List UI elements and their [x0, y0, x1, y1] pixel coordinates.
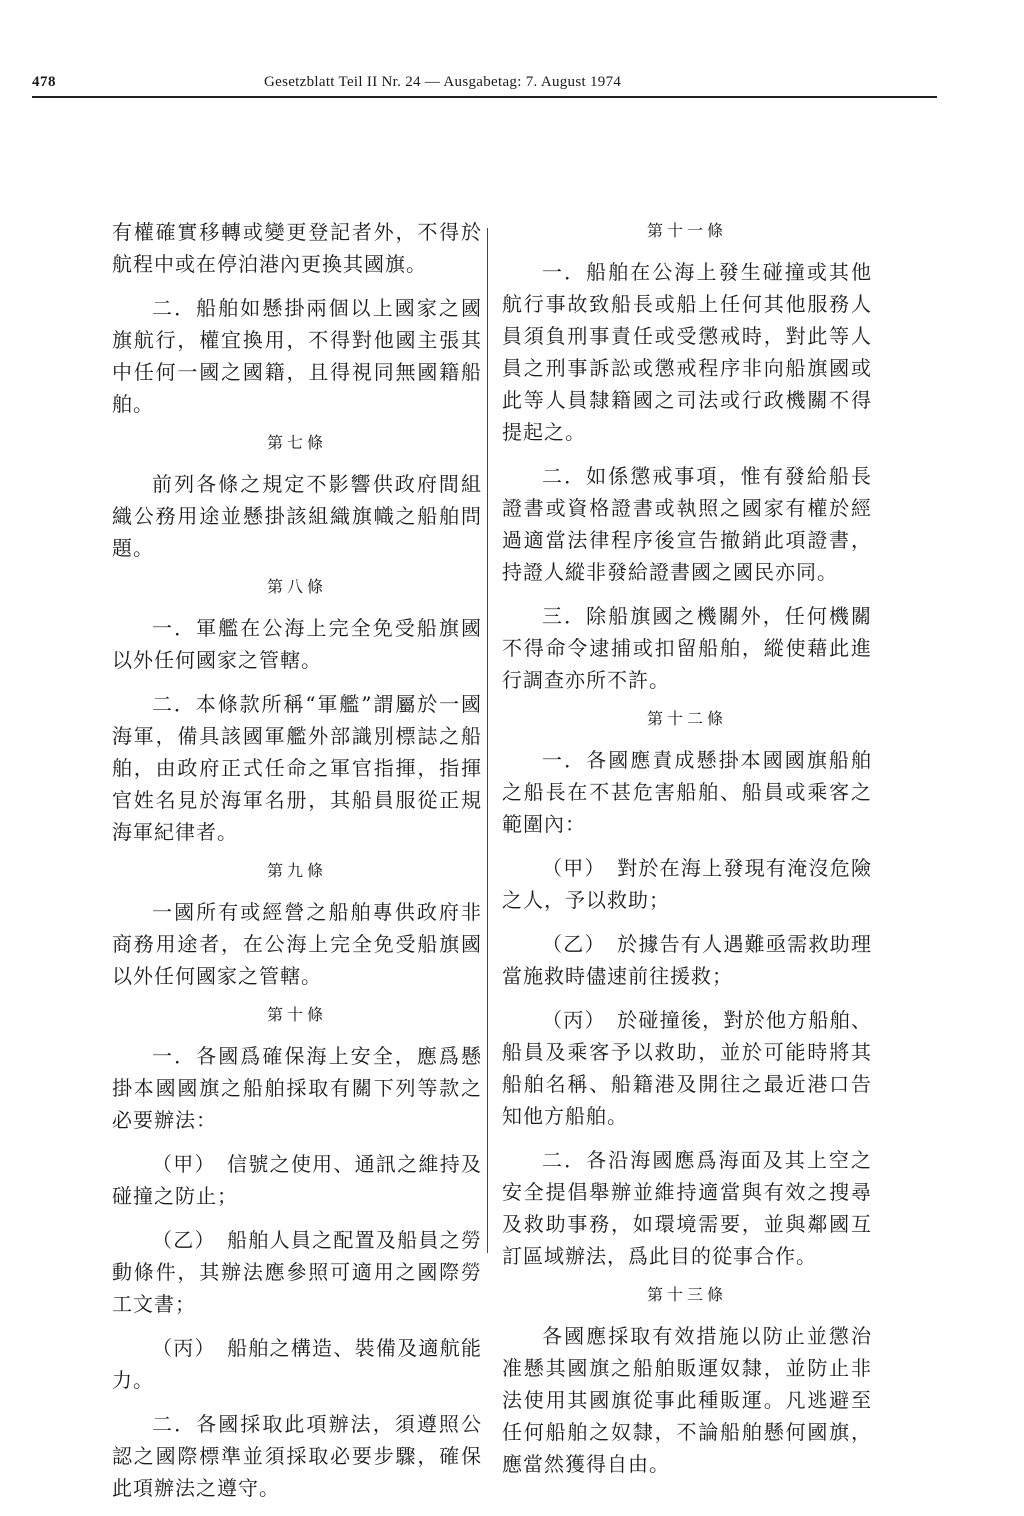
column-divider — [487, 228, 488, 1253]
article-11-paragraph-3: 三．除船旗國之機關外，任何機關不得命令逮捕或扣留船舶，縱使藉此進行調查亦所不許。 — [502, 604, 872, 692]
left-column — [112, 216, 482, 1516]
continued-paragraph: 有權確實移轉或變更登記者外，不得於航程中或在停泊港內更換其國旗。 — [112, 220, 482, 276]
article-9-paragraph-1: 一國所有或經營之船舶專供政府非商務用途者，在公海上完全免受船旗國以外任何國家之管轄。 — [112, 900, 482, 988]
page-number: 478 — [32, 74, 56, 90]
article-6-paragraph-2: 二．船舶如懸掛兩個以上國家之國旗航行，權宜換用，不得對他國主張其中任何一國之國籍，且得視同無國籍船舶。 — [112, 296, 482, 416]
page-header — [32, 74, 937, 98]
article-10-item-a: （甲） 信號之使用、通訊之維持及碰撞之防止； — [112, 1152, 482, 1208]
article-12-paragraph-1: 一．各國應責成懸掛本國國旗船舶之船長在不甚危害船舶、船員或乘客之範圍內： — [502, 748, 872, 836]
article-8-title: 第八條 — [266, 577, 327, 596]
article-10-item-c: （丙） 船舶之構造、裝備及適航能力。 — [112, 1336, 482, 1392]
article-9-title: 第九條 — [266, 861, 327, 880]
article-8-paragraph-1: 一．軍艦在公海上完全免受船旗國以外任何國家之管轄。 — [112, 616, 482, 672]
running-title: Gesetzblatt Teil II Nr. 24 — Ausgabetag: 7. August 1974 — [264, 74, 622, 90]
article-12-item-c: （丙） 於碰撞後，對於他方船舶、船員及乘客予以救助，並於可能時將其船舶名稱、船籍港及開往之最近港口告知他方船舶。 — [502, 1008, 872, 1128]
article-12-paragraph-2: 二．各沿海國應爲海面及其上空之安全提倡舉辦並維持適當與有效之搜尋及救助事務，如環境需要，並與鄰國互訂區域辦法，爲此目的從事合作。 — [502, 1148, 872, 1268]
article-10-title: 第十條 — [266, 1005, 327, 1024]
article-11-paragraph-2: 二．如係懲戒事項，惟有發給船長證書或資格證書或執照之國家有權於經過適當法律程序後宣告撤銷此項證書，持證人縱非發給證書國之國民亦同。 — [502, 464, 872, 584]
article-13-paragraph-1: 各國應採取有效措施以防止並懲治准懸其國旗之船舶販運奴隸，並防止非法使用其國旗從事此種販運。凡逃避至任何船舶之奴隸，不論船舶懸何國旗，應當然獲得自由。 — [502, 1324, 872, 1476]
article-10-paragraph-2: 二．各國採取此項辦法，須遵照公認之國際標準並須採取必要步驟，確保此項辦法之遵守。 — [112, 1412, 482, 1500]
article-10-item-b: （乙） 船舶人員之配置及船員之勞動條件，其辦法應參照可適用之國際勞工文書； — [112, 1228, 482, 1316]
article-8-paragraph-2: 二．本條款所稱“軍艦”謂屬於一國海軍，備具該國軍艦外部識別標誌之船舶，由政府正式任命之軍官指揮，指揮官姓名見於海軍名册，其船員服從正規海軍紀律者。 — [112, 692, 482, 844]
article-11-title: 第十一條 — [646, 221, 727, 240]
article-11-paragraph-1: 一．船舶在公海上發生碰撞或其他航行事故致船長或船上任何其他服務人員須負刑事責任或受懲戒時，對此等人員之刑事訴訟或懲戒程序非向船旗國或此等人員隸籍國之司法或行政機關不得提起之。 — [502, 260, 872, 444]
article-7-paragraph-1: 前列各條之規定不影響供政府間組織公務用途並懸掛該組織旗幟之船舶問題。 — [112, 472, 482, 560]
article-7-title: 第七條 — [266, 433, 327, 452]
article-10-paragraph-1: 一．各國爲確保海上安全，應爲懸掛本國國旗之船舶採取有關下列等款之必要辦法： — [112, 1044, 482, 1132]
article-12-item-a: （甲） 對於在海上發現有淹沒危險之人，予以救助； — [502, 856, 872, 912]
article-13-title: 第十三條 — [646, 1285, 727, 1304]
right-column — [502, 216, 872, 1492]
article-12-item-b: （乙） 於據告有人遇難亟需救助理當施救時儘速前往援救； — [502, 932, 872, 988]
article-12-title: 第十二條 — [646, 709, 727, 728]
